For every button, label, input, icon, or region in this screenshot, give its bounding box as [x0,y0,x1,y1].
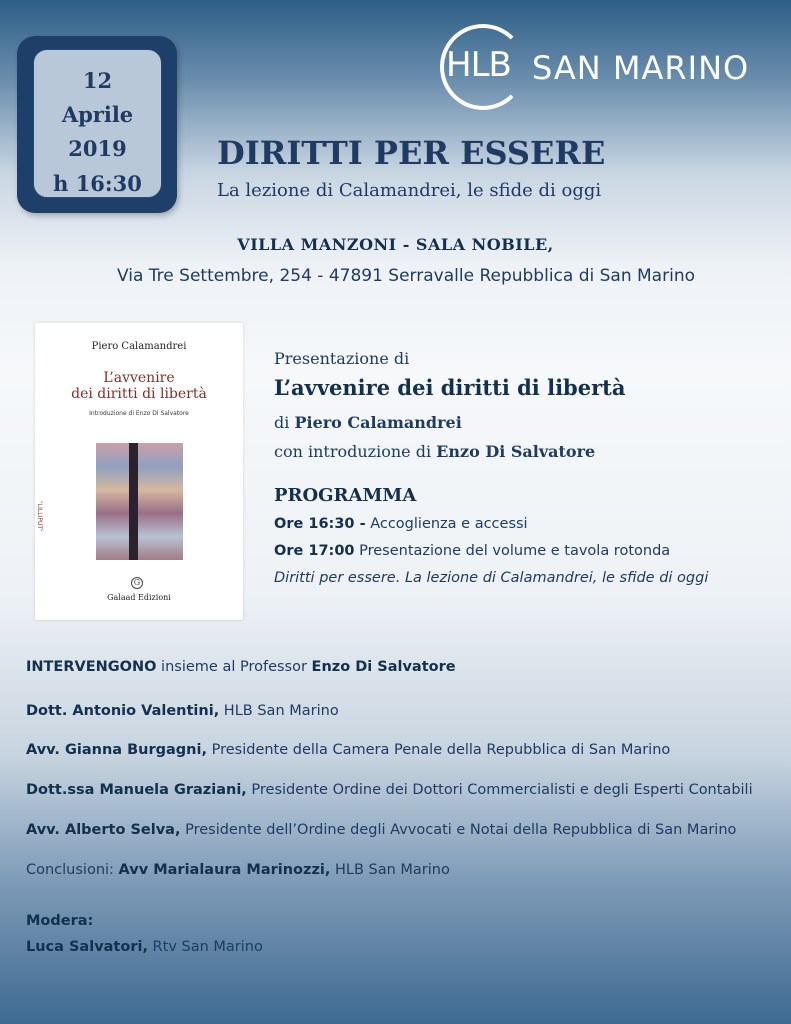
speaker-item [26,782,753,798]
programma-item [274,543,670,559]
event-subtitle: La lezione di Calamandrei, le sfide di oggi [217,180,602,201]
speakers-intro-text: insieme al Professor [156,659,312,675]
logo-mark: HLB [446,45,511,85]
presentation-lead: Presentazione di [274,349,410,368]
programma-time: Ore 16:30 - [274,516,366,532]
presentation-intro [274,442,595,461]
event-title: DIRITTI PER ESSERE [217,134,606,172]
speaker-name: Avv. Alberto Selva, [26,822,181,838]
speaker-role: HLB San Marino [219,703,339,719]
conclusions-label: Conclusioni: [26,862,119,878]
publisher-logo-icon: G [131,577,143,589]
programma-note: Diritti per essere. La lezione di Calamandrei, le sfide di oggi [274,570,709,586]
author-prefix: di [274,413,295,432]
date-year: 2019 [68,136,127,161]
programma-text: Presentazione del volume e tavola rotonda [354,543,671,559]
event-address: Via Tre Settembre, 254 - 47891 Serravalle Repubblica di San Marino [117,266,695,286]
speaker-item [26,703,339,719]
book-cover-publisher: Galaad Edizioni [107,593,171,602]
conclusions-role: HLB San Marino [330,862,450,878]
presentation-book-title: L’avvenire dei diritti di libertà [274,375,626,400]
hlb-logo [440,24,760,114]
programma-text: Accoglienza e accessi [365,516,528,532]
book-cover-series: "LILLIPUT" [36,501,43,532]
speakers-intro-name: Enzo Di Salvatore [311,659,456,675]
speaker-name: Avv. Gianna Burgagni, [26,742,207,758]
date-month: Aprile [61,102,134,127]
speaker-item [26,822,736,838]
speaker-role: Presidente Ordine dei Dottori Commercialisti e degli Esperti Contabili [246,782,753,798]
speakers-intro-label: INTERVENGONO [26,659,157,675]
programma-heading: PROGRAMMA [274,485,417,506]
speaker-name: Dott. Antonio Valentini, [26,703,220,719]
book-cover-intro: Introduzione di Enzo Di Salvatore [89,410,189,417]
date-day: 12 [82,68,113,93]
intro-prefix: con introduzione di [274,442,437,461]
moderator-label [26,913,93,929]
programma-item [274,516,528,532]
conclusions [26,862,450,878]
book-cover-title [35,370,243,402]
speaker-name: Dott.ssa Manuela Graziani, [26,782,247,798]
moderator-role: Rtv San Marino [147,939,263,955]
book-cover-author: Piero Calamandrei [91,341,187,352]
speaker-role: Presidente della Camera Penale della Repubblica di San Marino [207,742,671,758]
moderator [26,939,263,955]
book-cover [35,323,243,620]
speakers-intro [26,659,456,675]
logo-name: SAN MARINO [532,49,750,87]
speaker-item [26,742,670,758]
speaker-role: Presidente dell’Ordine degli Avvocati e Notai della Repubblica di San Marino [180,822,737,838]
event-venue: VILLA MANZONI - SALA NOBILE, [237,235,554,254]
presentation-author [274,413,462,432]
author-name: Piero Calamandrei [294,413,462,432]
date-time: h 16:30 [53,171,142,196]
book-cover-title-line2: dei diritti di libertà [71,386,207,402]
intro-name: Enzo Di Salvatore [436,442,596,461]
date-box [33,49,162,198]
book-cover-title-line1: L’avvenire [103,370,175,386]
programma-time: Ore 17:00 [274,543,355,559]
book-cover-artwork [96,443,183,560]
conclusions-name: Avv Marialaura Marinozzi, [118,862,331,878]
moderator-label-text: Modera: [26,913,94,929]
moderator-name: Luca Salvatori, [26,939,148,955]
